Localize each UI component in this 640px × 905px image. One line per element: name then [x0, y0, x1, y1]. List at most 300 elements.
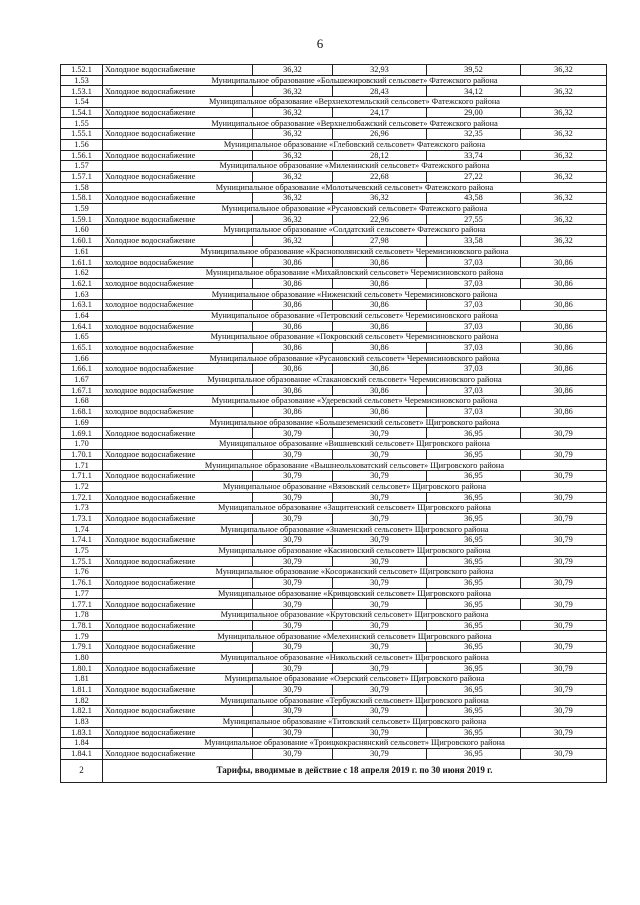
- tariff-value: 24,17: [333, 107, 427, 118]
- tariff-row: [61, 321, 607, 332]
- municipality-row: [61, 674, 607, 685]
- tariff-value: 30,79: [333, 684, 427, 695]
- row-number: 1.67.1: [61, 385, 103, 396]
- row-number: 1.83.1: [61, 727, 103, 738]
- tariff-table: [60, 64, 607, 783]
- tariff-value: 30,79: [521, 599, 607, 610]
- tariff-value: 36,32: [521, 65, 607, 76]
- tariff-row: [61, 599, 607, 610]
- row-number: 1.84.1: [61, 749, 103, 760]
- municipality-title: Муниципальное образование «Вишневский сельсовет» Щигровского района: [103, 439, 607, 450]
- service-name: Холодное водоснабжение: [103, 599, 253, 610]
- row-number: 1.59: [61, 203, 103, 214]
- row-number: 1.67: [61, 374, 103, 385]
- tariff-value: 22,68: [333, 171, 427, 182]
- municipality-row: [61, 524, 607, 535]
- tariff-value: 30,79: [333, 706, 427, 717]
- row-number: 1.53.1: [61, 86, 103, 97]
- municipality-title: Муниципальное образование «Косоржанский сельсовет» Щигровского района: [103, 567, 607, 578]
- tariff-value: 30,79: [253, 428, 333, 439]
- tariff-value: 36,32: [253, 107, 333, 118]
- service-name: Холодное водоснабжение: [103, 171, 253, 182]
- tariff-value: 36,32: [253, 236, 333, 247]
- tariff-value: 34,12: [427, 86, 521, 97]
- tariff-value: 36,95: [427, 449, 521, 460]
- municipality-row: [61, 289, 607, 300]
- tariff-value: 37,03: [427, 385, 521, 396]
- municipality-row: [61, 503, 607, 514]
- tariff-value: 22,96: [333, 214, 427, 225]
- municipality-row: [61, 182, 607, 193]
- municipality-title: Муниципальное образование «Знаменский сельсовет» Щигровского района: [103, 524, 607, 535]
- tariff-value: 30,79: [253, 663, 333, 674]
- row-number: 1.75: [61, 545, 103, 556]
- tariff-value: 30,79: [253, 556, 333, 567]
- tariff-value: 32,93: [333, 65, 427, 76]
- tariff-value: 36,95: [427, 727, 521, 738]
- tariff-value: 36,95: [427, 492, 521, 503]
- row-number: 1.76: [61, 567, 103, 578]
- tariff-value: 36,32: [253, 129, 333, 140]
- tariff-value: 27,22: [427, 171, 521, 182]
- tariff-value: 36,32: [253, 86, 333, 97]
- tariff-value: 30,79: [253, 727, 333, 738]
- tariff-value: 30,79: [521, 663, 607, 674]
- row-number: 1.64.1: [61, 321, 103, 332]
- tariff-value: 30,79: [521, 578, 607, 589]
- tariff-value: 30,79: [521, 642, 607, 653]
- service-name: Холодное водоснабжение: [103, 706, 253, 717]
- tariff-value: 28,43: [333, 86, 427, 97]
- tariff-value: 36,32: [521, 150, 607, 161]
- row-number: 1.61.1: [61, 257, 103, 268]
- tariff-value: 30,79: [333, 599, 427, 610]
- row-number: 1.77: [61, 588, 103, 599]
- tariff-row: [61, 749, 607, 760]
- service-name: холодное водоснабжение: [103, 385, 253, 396]
- tariff-value: 30,79: [333, 727, 427, 738]
- municipality-row: [61, 545, 607, 556]
- tariff-value: 30,79: [333, 642, 427, 653]
- tariff-row: [61, 407, 607, 418]
- row-number: 1.53: [61, 75, 103, 86]
- municipality-row: [61, 396, 607, 407]
- tariff-value: 33,58: [427, 236, 521, 247]
- tariff-row: [61, 193, 607, 204]
- municipality-row: [61, 631, 607, 642]
- row-number: 1.74.1: [61, 535, 103, 546]
- municipality-title: Муниципальное образование «Солдатский сельсовет» Фатежского района: [103, 225, 607, 236]
- municipality-title: Муниципальное образование «Покровский сельсовет» Черемисиновского района: [103, 332, 607, 343]
- row-number: 1.63: [61, 289, 103, 300]
- tariff-value: 36,95: [427, 535, 521, 546]
- service-name: Холодное водоснабжение: [103, 578, 253, 589]
- municipality-row: [61, 716, 607, 727]
- tariff-value: 36,32: [521, 193, 607, 204]
- tariff-value: 36,32: [521, 86, 607, 97]
- row-number: 1.76.1: [61, 578, 103, 589]
- tariff-value: 30,79: [333, 749, 427, 760]
- tariff-value: 36,32: [333, 193, 427, 204]
- tariff-value: 27,98: [333, 236, 427, 247]
- tariff-row: [61, 129, 607, 140]
- municipality-title: Муниципальное образование «Стакановский сельсовет» Черемисиновского района: [103, 374, 607, 385]
- row-number: 1.52.1: [61, 65, 103, 76]
- tariff-value: 30,86: [253, 407, 333, 418]
- service-name: Холодное водоснабжение: [103, 107, 253, 118]
- tariff-value: 30,86: [253, 342, 333, 353]
- tariff-value: 39,52: [427, 65, 521, 76]
- municipality-title: Муниципальное образование «Большеземенский сельсовет» Щигровского района: [103, 417, 607, 428]
- tariff-value: 30,86: [333, 385, 427, 396]
- municipality-row: [61, 161, 607, 172]
- municipality-title: Муниципальное образование «Краснополянский сельсовет» Черемисиновского района: [103, 246, 607, 257]
- row-number: 1.81.1: [61, 684, 103, 695]
- tariff-value: 36,32: [253, 171, 333, 182]
- tariff-value: 30,79: [521, 749, 607, 760]
- service-name: холодное водоснабжение: [103, 257, 253, 268]
- municipality-row: [61, 310, 607, 321]
- row-number: 1.65: [61, 332, 103, 343]
- tariff-value: 30,79: [521, 428, 607, 439]
- tariff-row: [61, 663, 607, 674]
- tariff-value: 30,79: [521, 513, 607, 524]
- municipality-title: Муниципальное образование «Верхнехотемльский сельсовет» Фатежского района: [103, 97, 607, 108]
- tariff-row: [61, 236, 607, 247]
- municipality-title: Муниципальное образование «Защитенский сельсовет» Щигровского района: [103, 503, 607, 514]
- service-name: Холодное водоснабжение: [103, 727, 253, 738]
- municipality-title: Муниципальное образование «Крутовский сельсовет» Щигровского района: [103, 610, 607, 621]
- municipality-row: [61, 97, 607, 108]
- tariff-value: 36,95: [427, 706, 521, 717]
- tariff-value: 27,55: [427, 214, 521, 225]
- tariff-table-body: [61, 65, 607, 783]
- tariff-value: 30,79: [253, 706, 333, 717]
- tariff-value: 36,95: [427, 578, 521, 589]
- tariff-value: 36,32: [521, 171, 607, 182]
- service-name: Холодное водоснабжение: [103, 150, 253, 161]
- row-number: 1.63.1: [61, 300, 103, 311]
- tariff-value: 36,32: [253, 150, 333, 161]
- tariff-value: 30,79: [333, 556, 427, 567]
- municipality-row: [61, 481, 607, 492]
- tariff-value: 30,79: [333, 578, 427, 589]
- row-number: 1.60.1: [61, 236, 103, 247]
- tariff-row: [61, 449, 607, 460]
- row-number: 1.62.1: [61, 278, 103, 289]
- row-number: 1.72.1: [61, 492, 103, 503]
- municipality-row: [61, 332, 607, 343]
- row-number: 1.57: [61, 161, 103, 172]
- tariff-row: [61, 428, 607, 439]
- service-name: Холодное водоснабжение: [103, 193, 253, 204]
- municipality-title: Муниципальное образование «Троицкокраснянский сельсовет» Щигровского района: [103, 738, 607, 749]
- municipality-row: [61, 695, 607, 706]
- municipality-title: Муниципальное образование «Озерский сельсовет» Щигровского района: [103, 674, 607, 685]
- tariff-row: [61, 620, 607, 631]
- service-name: холодное водоснабжение: [103, 364, 253, 375]
- service-name: Холодное водоснабжение: [103, 535, 253, 546]
- municipality-title: Муниципальное образование «Михайловский сельсовет» Черемисиновского района: [103, 268, 607, 279]
- municipality-title: Муниципальное образование «Никольский сельсовет» Щигровского района: [103, 652, 607, 663]
- tariff-value: 30,79: [333, 663, 427, 674]
- tariff-row: [61, 364, 607, 375]
- tariff-value: 26,96: [333, 129, 427, 140]
- municipality-row: [61, 225, 607, 236]
- tariff-value: 30,86: [333, 257, 427, 268]
- municipality-row: [61, 353, 607, 364]
- tariff-value: 30,86: [521, 321, 607, 332]
- tariff-value: 37,03: [427, 364, 521, 375]
- row-number: 1.78: [61, 610, 103, 621]
- row-number: 1.83: [61, 716, 103, 727]
- tariff-value: 30,86: [521, 385, 607, 396]
- municipality-title: Муниципальное образование «Русановский сельсовет» Фатежского района: [103, 203, 607, 214]
- row-number: 1.54.1: [61, 107, 103, 118]
- row-number: 1.58: [61, 182, 103, 193]
- row-number: 1.73: [61, 503, 103, 514]
- section-title: Тарифы, вводимые в действие с 18 апреля 2019 г. по 30 июня 2019 г.: [103, 759, 607, 782]
- service-name: Холодное водоснабжение: [103, 513, 253, 524]
- tariff-row: [61, 86, 607, 97]
- row-number: 1.56: [61, 139, 103, 150]
- tariff-value: 30,79: [253, 642, 333, 653]
- row-number: 1.70.1: [61, 449, 103, 460]
- row-number: 1.71.1: [61, 471, 103, 482]
- tariff-value: 37,03: [427, 342, 521, 353]
- row-number: 1.79.1: [61, 642, 103, 653]
- tariff-row: [61, 642, 607, 653]
- tariff-value: 36,95: [427, 749, 521, 760]
- tariff-value: 30,86: [253, 364, 333, 375]
- row-number: 1.58.1: [61, 193, 103, 204]
- service-name: Холодное водоснабжение: [103, 492, 253, 503]
- service-name: Холодное водоснабжение: [103, 214, 253, 225]
- tariff-value: 33,74: [427, 150, 521, 161]
- row-number: 1.75.1: [61, 556, 103, 567]
- tariff-value: 29,00: [427, 107, 521, 118]
- tariff-row: [61, 513, 607, 524]
- service-name: холодное водоснабжение: [103, 342, 253, 353]
- tariff-value: 30,86: [253, 321, 333, 332]
- service-name: Холодное водоснабжение: [103, 449, 253, 460]
- row-number: 1.68.1: [61, 407, 103, 418]
- tariff-value: 30,86: [333, 407, 427, 418]
- tariff-value: 36,95: [427, 556, 521, 567]
- tariff-value: 30,79: [253, 599, 333, 610]
- municipality-title: Муниципальное образование «Большежировский сельсовет» Фатежского района: [103, 75, 607, 86]
- row-number: 1.77.1: [61, 599, 103, 610]
- municipality-title: Муниципальное образование «Вышнеольховатский сельсовет» Щигровского района: [103, 460, 607, 471]
- tariff-value: 30,86: [521, 300, 607, 311]
- municipality-row: [61, 374, 607, 385]
- service-name: Холодное водоснабжение: [103, 620, 253, 631]
- tariff-value: 30,79: [521, 471, 607, 482]
- tariff-row: [61, 278, 607, 289]
- row-number: 1.57.1: [61, 171, 103, 182]
- municipality-row: [61, 246, 607, 257]
- page-number: 6: [316, 36, 324, 51]
- row-number: 1.84: [61, 738, 103, 749]
- service-name: Холодное водоснабжение: [103, 663, 253, 674]
- service-name: холодное водоснабжение: [103, 407, 253, 418]
- tariff-value: 30,86: [521, 278, 607, 289]
- tariff-row: [61, 727, 607, 738]
- row-number: 1.71: [61, 460, 103, 471]
- section-footer-row: [61, 759, 607, 782]
- row-number: 1.69: [61, 417, 103, 428]
- municipality-row: [61, 75, 607, 86]
- tariff-row: [61, 300, 607, 311]
- tariff-value: 30,79: [333, 449, 427, 460]
- tariff-value: 36,95: [427, 684, 521, 695]
- row-number: 1.60: [61, 225, 103, 236]
- tariff-value: 28,12: [333, 150, 427, 161]
- tariff-value: 36,95: [427, 620, 521, 631]
- row-number: 1.82.1: [61, 706, 103, 717]
- tariff-value: 36,95: [427, 513, 521, 524]
- municipality-title: Муниципальное образование «Кривцовский сельсовет» Щигровского района: [103, 588, 607, 599]
- municipality-row: [61, 118, 607, 129]
- service-name: холодное водоснабжение: [103, 321, 253, 332]
- tariff-value: 30,79: [333, 492, 427, 503]
- municipality-row: [61, 203, 607, 214]
- tariff-value: 30,79: [521, 556, 607, 567]
- tariff-value: 36,95: [427, 599, 521, 610]
- service-name: Холодное водоснабжение: [103, 236, 253, 247]
- tariff-value: 36,32: [521, 236, 607, 247]
- row-number: 1.81: [61, 674, 103, 685]
- tariff-value: 37,03: [427, 321, 521, 332]
- tariff-row: [61, 150, 607, 161]
- tariff-row: [61, 342, 607, 353]
- municipality-row: [61, 588, 607, 599]
- tariff-value: 36,95: [427, 663, 521, 674]
- tariff-value: 30,86: [333, 364, 427, 375]
- tariff-value: 30,86: [333, 278, 427, 289]
- tariff-value: 30,86: [333, 321, 427, 332]
- municipality-row: [61, 652, 607, 663]
- tariff-value: 36,32: [253, 214, 333, 225]
- municipality-title: Муниципальное образование «Ниженский сельсовет» Черемисиновского района: [103, 289, 607, 300]
- service-name: Холодное водоснабжение: [103, 684, 253, 695]
- municipality-title: Муниципальное образование «Тербужский сельсовет» Щигровского района: [103, 695, 607, 706]
- municipality-row: [61, 417, 607, 428]
- row-number: 1.69.1: [61, 428, 103, 439]
- tariff-value: 30,79: [521, 449, 607, 460]
- municipality-title: Муниципальное образование «Верхнелюбажский сельсовет» Фатежского района: [103, 118, 607, 129]
- tariff-value: 36,32: [521, 107, 607, 118]
- tariff-row: [61, 535, 607, 546]
- row-number: 1.55.1: [61, 129, 103, 140]
- municipality-row: [61, 139, 607, 150]
- tariff-value: 30,79: [253, 749, 333, 760]
- service-name: Холодное водоснабжение: [103, 749, 253, 760]
- tariff-value: 30,79: [521, 727, 607, 738]
- service-name: холодное водоснабжение: [103, 278, 253, 289]
- municipality-title: Муниципальное образование «Молотычевский сельсовет» Фатежского района: [103, 182, 607, 193]
- tariff-value: 36,95: [427, 471, 521, 482]
- row-number: 1.72: [61, 481, 103, 492]
- tariff-row: [61, 214, 607, 225]
- tariff-value: 37,03: [427, 278, 521, 289]
- row-number: 1.80.1: [61, 663, 103, 674]
- municipality-row: [61, 567, 607, 578]
- row-number: 1.65.1: [61, 342, 103, 353]
- tariff-value: 30,86: [253, 300, 333, 311]
- tariff-value: 30,79: [333, 471, 427, 482]
- tariff-value: 30,86: [521, 407, 607, 418]
- tariff-value: 30,79: [333, 535, 427, 546]
- tariff-value: 30,79: [253, 684, 333, 695]
- municipality-title: Муниципальное образование «Вязовский сельсовет» Щигровского района: [103, 481, 607, 492]
- municipality-row: [61, 460, 607, 471]
- tariff-value: 30,79: [253, 578, 333, 589]
- row-number: 1.54: [61, 97, 103, 108]
- service-name: Холодное водоснабжение: [103, 65, 253, 76]
- row-number: 1.64: [61, 310, 103, 321]
- tariff-row: [61, 578, 607, 589]
- tariff-value: 30,79: [253, 449, 333, 460]
- municipality-row: [61, 610, 607, 621]
- tariff-value: 37,03: [427, 300, 521, 311]
- service-name: Холодное водоснабжение: [103, 642, 253, 653]
- tariff-row: [61, 171, 607, 182]
- tariff-value: 36,32: [521, 129, 607, 140]
- municipality-row: [61, 738, 607, 749]
- row-number: 1.66.1: [61, 364, 103, 375]
- tariff-value: 30,86: [253, 278, 333, 289]
- tariff-value: 36,32: [253, 65, 333, 76]
- section-number: 2: [61, 759, 103, 782]
- tariff-row: [61, 385, 607, 396]
- tariff-value: 30,79: [253, 492, 333, 503]
- row-number: 1.61: [61, 246, 103, 257]
- tariff-value: 37,03: [427, 257, 521, 268]
- row-number: 1.79: [61, 631, 103, 642]
- row-number: 1.55: [61, 118, 103, 129]
- service-name: Холодное водоснабжение: [103, 471, 253, 482]
- tariff-value: 37,03: [427, 407, 521, 418]
- row-number: 1.78.1: [61, 620, 103, 631]
- row-number: 1.82: [61, 695, 103, 706]
- tariff-row: [61, 471, 607, 482]
- service-name: холодное водоснабжение: [103, 300, 253, 311]
- tariff-row: [61, 107, 607, 118]
- row-number: 1.74: [61, 524, 103, 535]
- row-number: 1.56.1: [61, 150, 103, 161]
- municipality-title: Муниципальное образование «Титовский сельсовет» Щигровского района: [103, 716, 607, 727]
- service-name: Холодное водоснабжение: [103, 86, 253, 97]
- tariff-value: 43,58: [427, 193, 521, 204]
- row-number: 1.73.1: [61, 513, 103, 524]
- tariff-value: 30,86: [521, 364, 607, 375]
- tariff-value: 30,86: [521, 257, 607, 268]
- tariff-row: [61, 556, 607, 567]
- row-number: 1.59.1: [61, 214, 103, 225]
- tariff-value: 30,79: [253, 471, 333, 482]
- tariff-value: 30,79: [333, 428, 427, 439]
- tariff-value: 30,86: [521, 342, 607, 353]
- tariff-value: 36,95: [427, 428, 521, 439]
- municipality-title: Муниципальное образование «Миленинский сельсовет» Фатежского района: [103, 161, 607, 172]
- row-number: 1.62: [61, 268, 103, 279]
- row-number: 1.66: [61, 353, 103, 364]
- tariff-value: 30,79: [253, 513, 333, 524]
- tariff-value: 30,79: [521, 684, 607, 695]
- municipality-row: [61, 268, 607, 279]
- tariff-row: [61, 65, 607, 76]
